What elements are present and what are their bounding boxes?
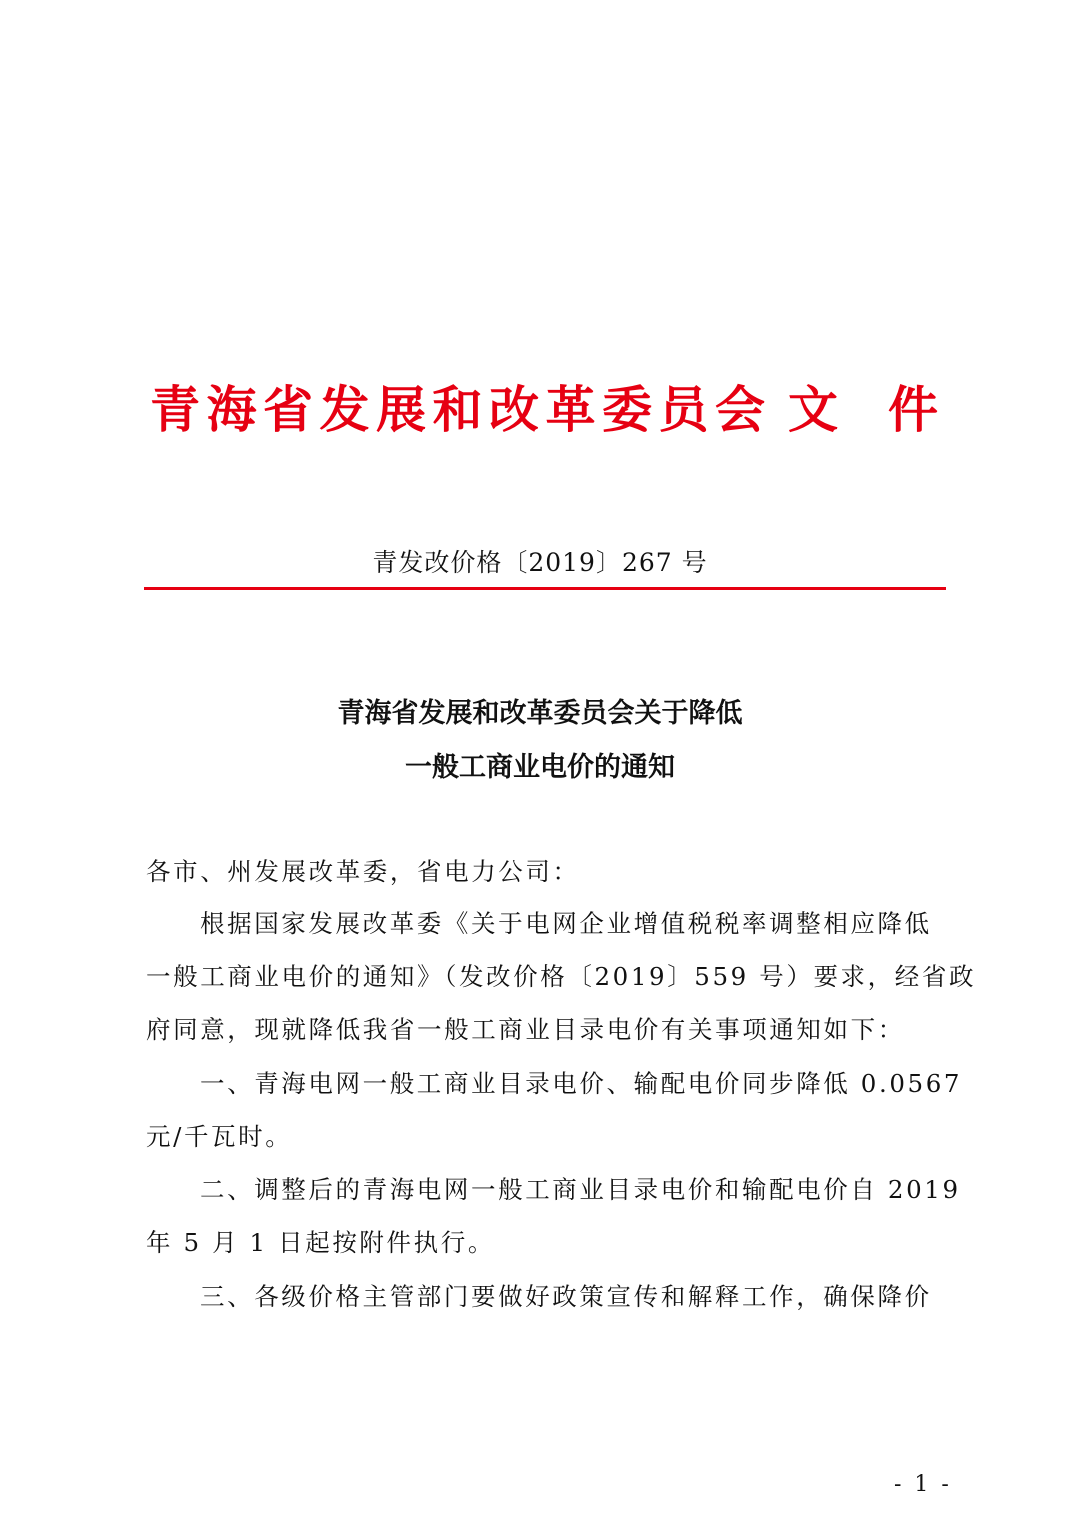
paragraph-1-line-2: 一般工商业电价的通知》（发改价格〔2019〕559 号）要求，经省政 — [146, 962, 977, 991]
red-separator-line — [144, 587, 946, 590]
item-3-line-1: 三、各级价格主管部门要做好政策宣传和解释工作，确保降价 — [200, 1282, 932, 1311]
item-1-line-1: 一、青海电网一般工商业目录电价、输配电价同步降低 0.0567 — [200, 1069, 963, 1098]
header-org-name: 青海省发展和改革委员会 — [150, 380, 772, 439]
paragraph-1-line-1: 根据国家发展改革委《关于电网企业增值税税率调整相应降低 — [200, 909, 932, 938]
item-2-line-1: 二、调整后的青海电网一般工商业目录电价和输配电价自 2019 — [200, 1175, 961, 1204]
salutation: 各市、州发展改革委，省电力公司： — [146, 857, 580, 886]
page-number: - 1 - — [894, 1472, 952, 1497]
item-2-line-2: 年 5 月 1 日起按附件执行。 — [146, 1228, 495, 1257]
paragraph-1-line-3: 府同意，现就降低我省一般工商业目录电价有关事项通知如下： — [146, 1015, 905, 1044]
header-wen: 文 — [788, 380, 838, 439]
header-jian: 件 — [888, 380, 938, 439]
notice-title-line-1: 青海省发展和改革委员会关于降低 — [337, 698, 743, 729]
notice-title-line-2: 一般工商业电价的通知 — [405, 752, 675, 783]
item-1-line-2: 元/千瓦时。 — [146, 1122, 293, 1151]
document-number: 青发改价格〔2019〕267 号 — [372, 548, 708, 577]
document-header-title — [0, 372, 1080, 448]
